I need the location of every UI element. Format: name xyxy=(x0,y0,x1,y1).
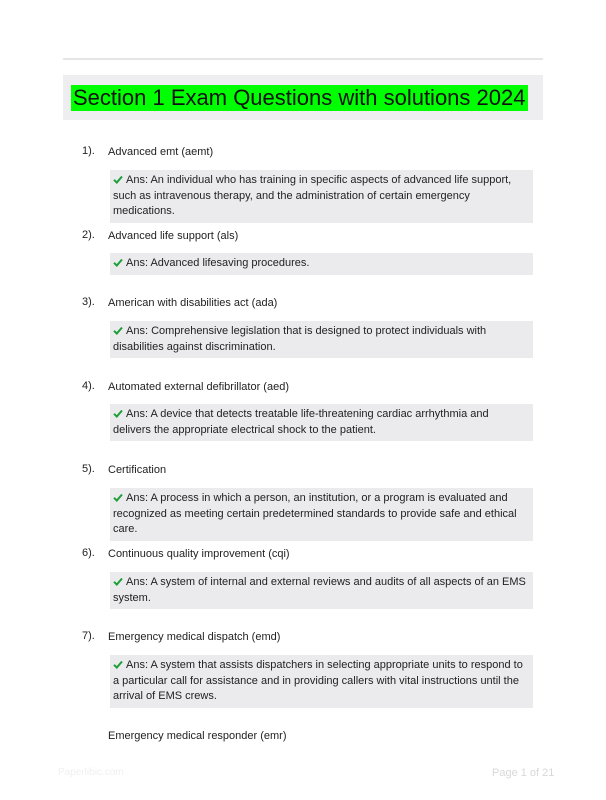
answer-box xyxy=(110,321,533,358)
question-term: Continuous quality improvement (cqi) xyxy=(108,548,290,560)
answer-box xyxy=(110,253,533,275)
question-term: Certification xyxy=(108,464,167,476)
answer-prefix: Ans: xyxy=(126,257,149,269)
check-icon xyxy=(113,175,123,184)
answer-prefix: Ans: xyxy=(126,325,149,337)
answer-prefix: Ans: xyxy=(126,659,149,671)
answer-text: Advanced lifesaving procedures. xyxy=(150,257,310,269)
answer-box xyxy=(110,572,533,609)
answer-box xyxy=(110,170,533,223)
check-icon xyxy=(113,409,123,418)
question-number: 3). xyxy=(82,296,95,308)
answer-prefix: Ans: xyxy=(126,408,149,420)
answer-text: A process in which a person, an institution, or a program is evaluated and recognized as meeting certain predetermined standards to provide safe and ethical care. xyxy=(113,492,517,535)
question-number: 4). xyxy=(82,380,95,392)
answer-text: A system of internal and external reviews and audits of all aspects of an EMS system. xyxy=(113,576,526,604)
check-icon xyxy=(113,326,123,335)
question-term: Emergency medical dispatch (emd) xyxy=(108,631,281,643)
answer-text: A device that detects treatable life-threatening cardiac arrhythmia and delivers the appropriate electrical shock to the patient. xyxy=(113,408,489,436)
question-term: Automated external defibrillator (aed) xyxy=(108,381,289,393)
answer-box xyxy=(110,488,533,541)
footer-watermark: Paperlibic.com xyxy=(58,767,124,778)
page-number: Page 1 of 21 xyxy=(492,767,555,779)
question-term: Advanced life support (als) xyxy=(108,230,239,242)
question-number: 7). xyxy=(82,630,95,642)
question-term: American with disabilities act (ada) xyxy=(108,297,278,309)
check-icon xyxy=(113,660,123,669)
answer-prefix: Ans: xyxy=(126,576,149,588)
check-icon xyxy=(113,258,123,267)
answer-prefix: Ans: xyxy=(126,174,149,186)
page-title: Section 1 Exam Questions with solutions 2024 xyxy=(71,85,528,111)
answer-text: An individual who has training in specific aspects of advanced life support, such as intravenous therapy, and the administration of certain emergency medications. xyxy=(113,174,512,217)
answer-box xyxy=(110,404,533,441)
top-divider xyxy=(63,58,543,60)
question-number: 1). xyxy=(82,145,95,157)
check-icon xyxy=(113,577,123,586)
answer-box xyxy=(110,655,533,708)
question-term: Advanced emt (aemt) xyxy=(108,146,214,158)
title-banner xyxy=(63,75,543,120)
question-number: 6). xyxy=(82,547,95,559)
answer-text: A system that assists dispatchers in selecting appropriate units to respond to a particular call for assistance and in providing callers with vital instructions until the arrival of EMS crews. xyxy=(113,659,523,702)
question-term: Emergency medical responder (emr) xyxy=(108,730,287,742)
check-icon xyxy=(113,493,123,502)
answer-text: Comprehensive legislation that is designed to protect individuals with disabilities against discrimination. xyxy=(113,325,487,353)
question-number: 2). xyxy=(82,229,95,241)
answer-prefix: Ans: xyxy=(126,492,149,504)
question-number: 5). xyxy=(82,463,95,475)
